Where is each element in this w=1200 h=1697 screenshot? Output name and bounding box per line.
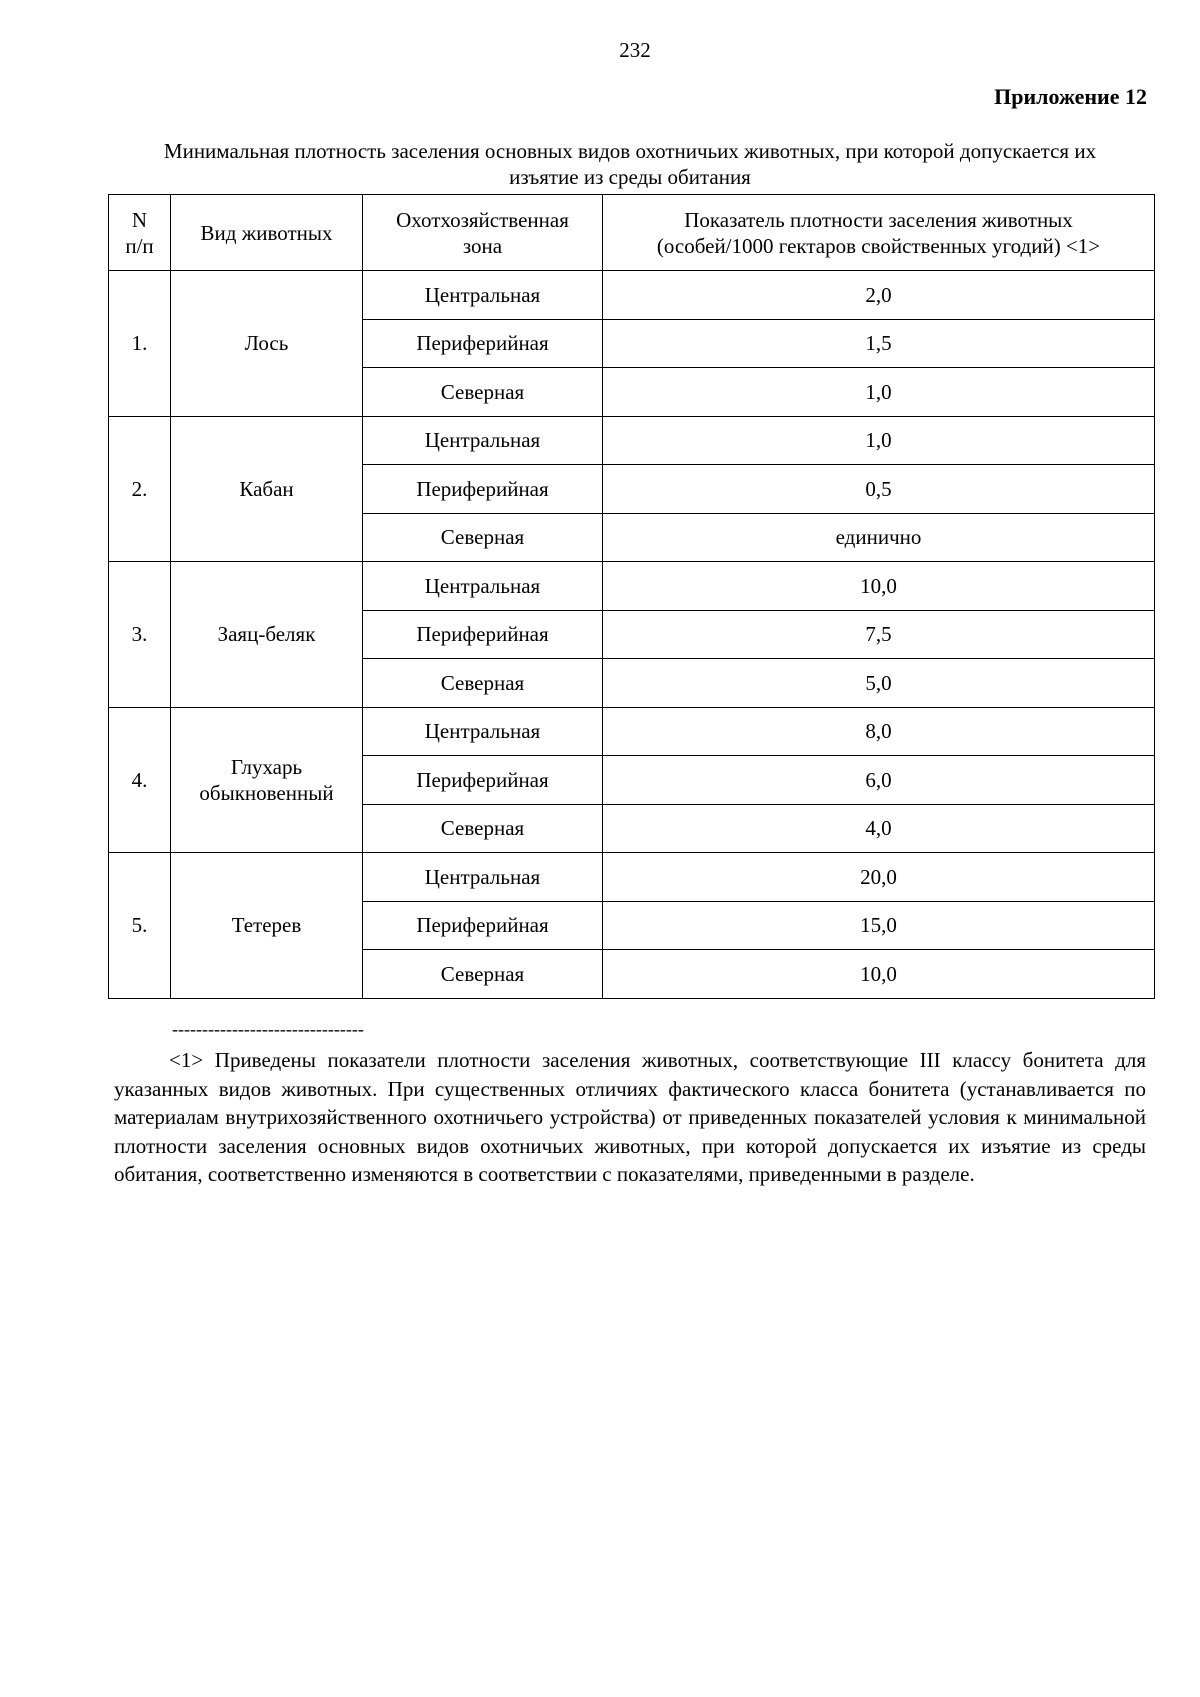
table-row	[109, 707, 1155, 756]
header-zone-line1: Охотхозяйственная	[396, 207, 569, 232]
zone-cell: Периферийная	[363, 901, 603, 950]
density-value: 6,0	[603, 756, 1155, 805]
footnote-text: <1> Приведены показатели плотности заселения животных, соответствующие III классу бонитета для указанных видов животных. При существенных отличиях фактического класса бонитета (устанавливается по материалам внутрихозяйственного охотничьего устройства) от приведенных показателей условия к минимальной плотности заселения основных видов охотничьих животных, при которой допускается их изъятие из среды обитания, соответственно изменяются в соответствии с показателями, приведенными в разделе.	[114, 1048, 1146, 1186]
density-value: 10,0	[603, 562, 1155, 611]
density-value: 4,0	[603, 804, 1155, 853]
header-density	[603, 195, 1155, 271]
footnote-separator: --------------------------------	[172, 1019, 364, 1039]
zone-cell: Центральная	[363, 853, 603, 902]
zone-cell: Периферийная	[363, 319, 603, 368]
zone-cell: Периферийная	[363, 465, 603, 514]
animal-name: Тетерев	[171, 853, 363, 999]
document-title: Минимальная плотность заселения основных видов охотничьих животных, при которой допускается их изъятие из среды обитания	[163, 139, 1097, 189]
row-number: 1.	[109, 271, 171, 417]
density-value: 15,0	[603, 901, 1155, 950]
density-value: единично	[603, 513, 1155, 562]
header-zone-line2: зона	[462, 233, 503, 258]
appendix-label: Приложение 12	[994, 84, 1147, 109]
animal-name: Лось	[171, 271, 363, 417]
page-number: 232	[619, 38, 651, 62]
density-value: 0,5	[603, 465, 1155, 514]
zone-cell: Северная	[363, 659, 603, 708]
density-value: 7,5	[603, 610, 1155, 659]
header-number-line2: п/п	[125, 233, 154, 258]
zone-cell: Периферийная	[363, 756, 603, 805]
header-number	[109, 195, 171, 271]
zone-cell: Центральная	[363, 562, 603, 611]
header-zone	[363, 195, 603, 271]
header-density-line1: Показатель плотности заселения животных	[684, 207, 1073, 232]
density-value: 8,0	[603, 707, 1155, 756]
zone-cell: Периферийная	[363, 610, 603, 659]
density-value: 1,0	[603, 368, 1155, 417]
row-number: 5.	[109, 853, 171, 999]
header-animal: Вид животных	[171, 195, 363, 271]
table-row	[109, 271, 1155, 320]
row-number: 2.	[109, 416, 171, 562]
zone-cell: Центральная	[363, 416, 603, 465]
animal-name: Кабан	[171, 416, 363, 562]
density-value: 10,0	[603, 950, 1155, 999]
row-number: 3.	[109, 562, 171, 708]
table-row	[109, 416, 1155, 465]
zone-cell: Центральная	[363, 271, 603, 320]
density-value: 1,0	[603, 416, 1155, 465]
zone-cell: Северная	[363, 804, 603, 853]
zone-cell: Северная	[363, 950, 603, 999]
zone-cell: Северная	[363, 513, 603, 562]
table-header-row	[109, 195, 1155, 271]
density-value: 20,0	[603, 853, 1155, 902]
density-table	[108, 194, 1155, 999]
table-row	[109, 853, 1155, 902]
header-density-line2: (особей/1000 гектаров свойственных угодий) <1>	[656, 233, 1101, 258]
density-value: 5,0	[603, 659, 1155, 708]
animal-name	[171, 707, 363, 853]
animal-name-line1: Глухарь	[230, 754, 303, 779]
animal-name: Заяц-беляк	[171, 562, 363, 708]
density-value: 2,0	[603, 271, 1155, 320]
animal-name-line2: обыкновенный	[199, 780, 334, 805]
zone-cell: Северная	[363, 368, 603, 417]
density-value: 1,5	[603, 319, 1155, 368]
row-number: 4.	[109, 707, 171, 853]
zone-cell: Центральная	[363, 707, 603, 756]
table-row	[109, 562, 1155, 611]
header-number-line1: N	[131, 207, 148, 232]
